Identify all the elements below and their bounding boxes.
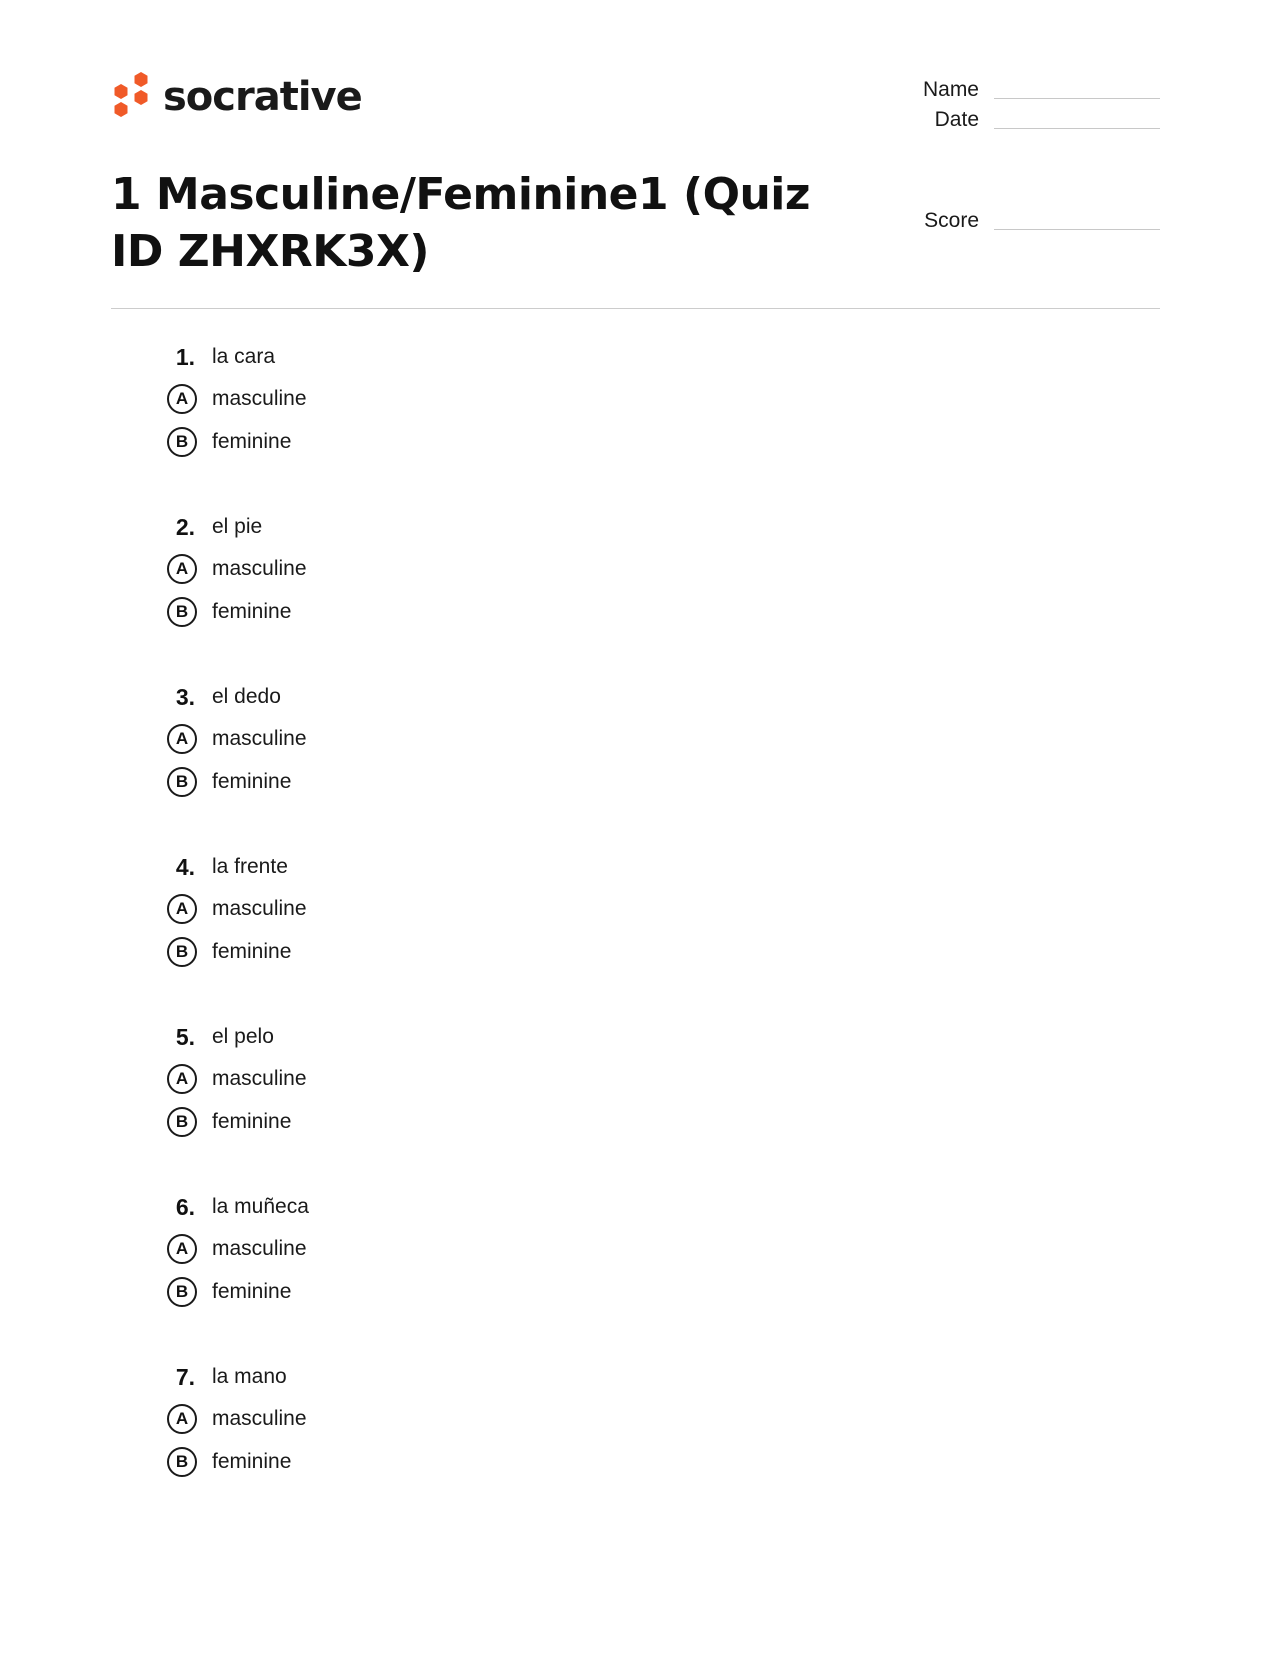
score-line (994, 229, 1160, 230)
score-label: Score (924, 209, 979, 232)
header-divider (111, 308, 1160, 309)
option-b[interactable] (160, 1444, 760, 1480)
question-text: la muñeca (212, 1195, 309, 1218)
option-b[interactable] (160, 1104, 760, 1140)
option-b-bubble[interactable]: B (167, 427, 197, 457)
option-b-text: feminine (212, 1110, 292, 1133)
option-a-bubble[interactable]: A (167, 1404, 197, 1434)
question-text: el pelo (212, 1025, 274, 1048)
option-b-bubble[interactable]: B (167, 937, 197, 967)
question-number: 5. (175, 1023, 195, 1050)
option-b[interactable] (160, 424, 760, 460)
option-b-bubble[interactable]: B (167, 767, 197, 797)
name-label: Name (922, 78, 979, 101)
socrative-logo (111, 72, 362, 122)
question-number: 4. (175, 853, 195, 880)
option-b-bubble[interactable]: B (167, 1277, 197, 1307)
question-text: el pie (212, 515, 263, 538)
name-line (994, 98, 1160, 99)
name-field (859, 78, 1160, 102)
question-2 (160, 510, 760, 680)
question-text: la cara (212, 345, 276, 368)
option-a-bubble[interactable]: A (167, 894, 197, 924)
logo-wordmark: socrative (163, 74, 362, 120)
question-text: el dedo (212, 685, 281, 708)
option-a-text: masculine (212, 897, 307, 920)
option-a[interactable] (160, 721, 760, 757)
date-line (994, 128, 1160, 129)
question-3 (160, 680, 760, 850)
score-field (859, 209, 1160, 233)
option-b[interactable] (160, 934, 760, 970)
question-4 (160, 850, 760, 1020)
date-label: Date (934, 108, 979, 131)
option-a[interactable] (160, 381, 760, 417)
question-number: 2. (175, 513, 195, 540)
question-number: 1. (175, 343, 195, 370)
question-header (160, 850, 760, 884)
question-6 (160, 1190, 760, 1360)
option-a-text: masculine (212, 387, 307, 410)
option-a[interactable] (160, 891, 760, 927)
option-a-text: masculine (212, 557, 307, 580)
option-a-bubble[interactable]: A (167, 384, 197, 414)
date-field (859, 108, 1160, 132)
question-header (160, 340, 760, 374)
option-b-bubble[interactable]: B (167, 597, 197, 627)
question-7 (160, 1360, 760, 1530)
option-b-text: feminine (212, 940, 292, 963)
option-b-text: feminine (212, 770, 292, 793)
question-header (160, 1190, 760, 1224)
question-list (160, 340, 760, 1530)
question-5 (160, 1020, 760, 1190)
option-a-text: masculine (212, 1237, 307, 1260)
option-a-text: masculine (212, 1067, 307, 1090)
option-a-bubble[interactable]: A (167, 1234, 197, 1264)
option-a-bubble[interactable]: A (167, 554, 197, 584)
question-header (160, 1360, 760, 1394)
option-b[interactable] (160, 1274, 760, 1310)
quiz-title: 1 Masculine/Feminine1 (Quiz ID ZHXRK3X) (111, 169, 810, 277)
question-number: 3. (175, 683, 195, 710)
option-a[interactable] (160, 551, 760, 587)
option-b-bubble[interactable]: B (167, 1447, 197, 1477)
option-b-text: feminine (212, 430, 292, 453)
question-text: la mano (212, 1365, 287, 1388)
option-a[interactable] (160, 1401, 760, 1437)
question-1 (160, 340, 760, 510)
option-a-bubble[interactable]: A (167, 1064, 197, 1094)
question-number: 6. (175, 1193, 195, 1220)
option-a-bubble[interactable]: A (167, 724, 197, 754)
option-a[interactable] (160, 1061, 760, 1097)
question-header (160, 1020, 760, 1054)
hexagon-cluster-icon (111, 72, 151, 122)
option-b-text: feminine (212, 1280, 292, 1303)
question-header (160, 680, 760, 714)
option-b[interactable] (160, 594, 760, 630)
option-a-text: masculine (212, 727, 307, 750)
option-b[interactable] (160, 764, 760, 800)
option-b-text: feminine (212, 1450, 292, 1473)
option-a[interactable] (160, 1231, 760, 1267)
question-number: 7. (175, 1363, 195, 1390)
option-b-text: feminine (212, 600, 292, 623)
option-a-text: masculine (212, 1407, 307, 1430)
question-text: la frente (212, 855, 288, 878)
option-b-bubble[interactable]: B (167, 1107, 197, 1137)
question-header (160, 510, 760, 544)
